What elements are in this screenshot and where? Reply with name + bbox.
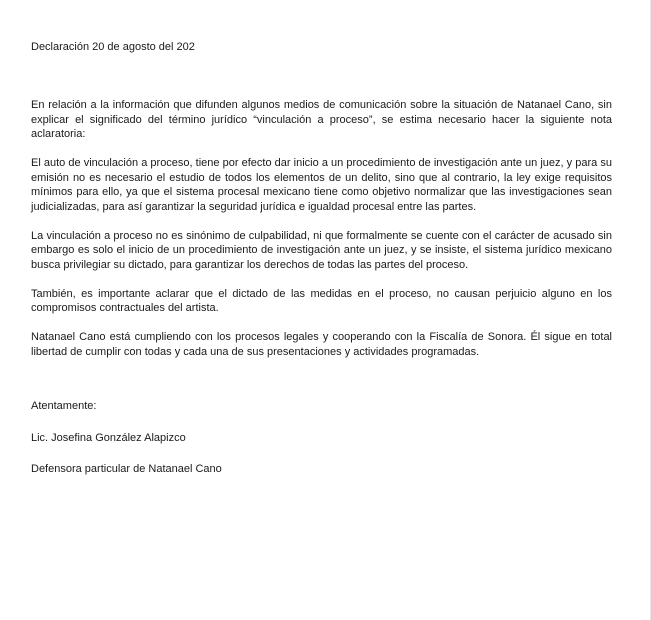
- paragraph-intro: En relación a la información que difunden algunos medios de comunicación sobre la situación de Natanael Cano, sin explicar el significado del término jurídico “vinculación a proceso”, se estima necesario hacer la siguiente nota aclaratoria:: [31, 99, 612, 140]
- paragraph-culpabilidad: La vinculación a proceso no es sinónimo de culpabilidad, ni que formalmente se cuente con el carácter de acusado sin embargo es solo el inicio de un procedimiento de investigación ante un juez, y se insiste, el sistema jurídico mexicano busca privilegiar su dictado, para garantizar los derechos de todas las partes del proceso.: [31, 229, 612, 271]
- signature-block: [31, 399, 431, 494]
- closing-line: Atentamente:: [31, 400, 97, 412]
- paragraph-medidas: También, es importante aclarar que el dictado de las medidas en el proceso, no causan perjuicio alguno en los compromisos contractuales del artista.: [31, 287, 612, 314]
- paragraph-auto-vinculacion: El auto de vinculación a proceso, tiene por efecto dar inicio a un procedimiento de investigación ante un juez, y para su emisión no es necesario el estudio de todos los elementos de un delito, sino que al contrario, la ley exige requisitos mínimos para ello, ya que el sistema procesal mexicano tiene como objetivo normalizar que las investigaciones sean judicializadas, para así garantizar la seguridad jurídica e igualdad procesal entre las partes.: [31, 157, 612, 213]
- signatory-name: Lic. Josefina González Alapizco: [31, 431, 186, 444]
- paragraph-cumplimiento: Natanael Cano está cumpliendo con los procesos legales y cooperando con la Fiscalía de Sonora. Él sigue en total libertad de cumplir con todas y cada una de sus presentaciones y actividades programadas.: [31, 331, 612, 358]
- date-line: Declaración 20 de agosto del 202: [31, 41, 195, 53]
- document-body: [31, 98, 612, 374]
- signatory-title: Defensora particular de Natanael Cano: [31, 463, 222, 475]
